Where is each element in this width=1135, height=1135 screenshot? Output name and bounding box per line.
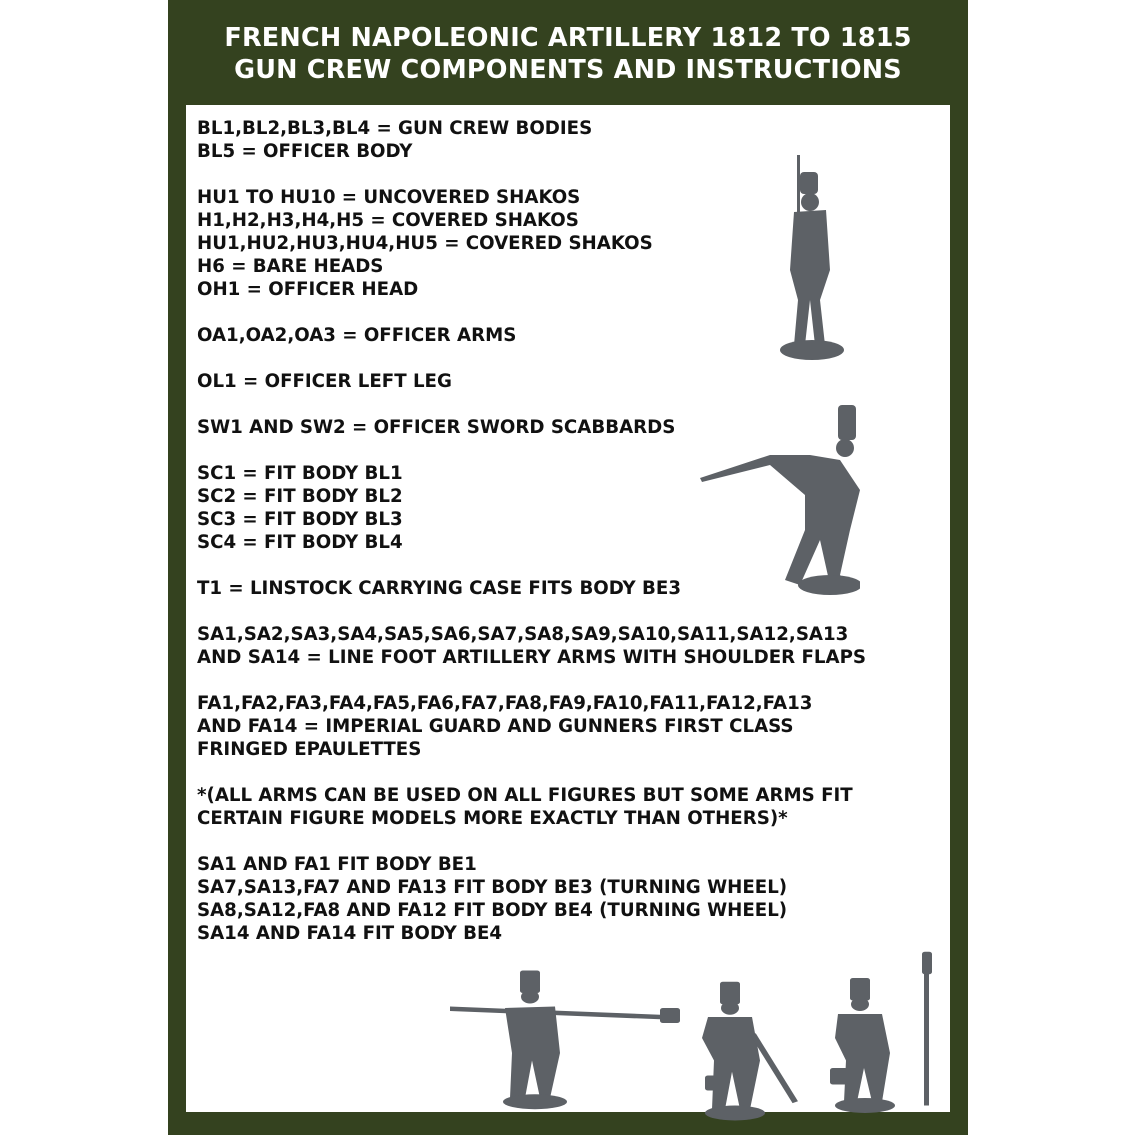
instruction-line: *(ALL ARMS CAN BE USED ON ALL FIGURES BUT SOME ARMS FIT: [197, 785, 853, 806]
title-line-2: GUN CREW COMPONENTS AND INSTRUCTIONS: [234, 55, 902, 85]
instruction-group: [197, 692, 866, 761]
page-title: [168, 22, 968, 86]
instruction-group: [197, 462, 866, 554]
instruction-line: BL5 = OFFICER BODY: [197, 141, 413, 162]
title-line-1: FRENCH NAPOLEONIC ARTILLERY 1812 TO 1815: [224, 23, 912, 53]
instruction-line: OH1 = OFFICER HEAD: [197, 279, 419, 300]
instruction-line: SC2 = FIT BODY BL2: [197, 486, 403, 507]
instruction-group: [197, 416, 866, 439]
instruction-line: CERTAIN FIGURE MODELS MORE EXACTLY THAN OTHERS)*: [197, 808, 788, 829]
gun-crew-figures-image: [450, 948, 950, 1133]
instruction-line: H1,H2,H3,H4,H5 = COVERED SHAKOS: [197, 210, 579, 231]
instruction-line: FA1,FA2,FA3,FA4,FA5,FA6,FA7,FA8,FA9,FA10,FA11,FA12,FA13: [197, 693, 813, 714]
instruction-group: [197, 324, 866, 347]
instruction-line: BL1,BL2,BL3,BL4 = GUN CREW BODIES: [197, 118, 593, 139]
instruction-line: SC4 = FIT BODY BL4: [197, 532, 403, 553]
instruction-line: SA14 AND FA14 FIT BODY BE4: [197, 923, 503, 944]
instruction-line: HU1,HU2,HU3,HU4,HU5 = COVERED SHAKOS: [197, 233, 653, 254]
instruction-group: [197, 853, 866, 945]
instruction-line: SA8,SA12,FA8 AND FA12 FIT BODY BE4 (TURNING WHEEL): [197, 900, 788, 921]
instruction-line: SC1 = FIT BODY BL1: [197, 463, 403, 484]
instruction-group: [197, 784, 866, 830]
instruction-group: [197, 577, 866, 600]
instruction-group: [197, 186, 866, 301]
instruction-line: SA7,SA13,FA7 AND FA13 FIT BODY BE3 (TURNING WHEEL): [197, 877, 788, 898]
instruction-line: SW1 AND SW2 = OFFICER SWORD SCABBARDS: [197, 417, 676, 438]
instruction-line: HU1 TO HU10 = UNCOVERED SHAKOS: [197, 187, 581, 208]
instruction-line: SA1 AND FA1 FIT BODY BE1: [197, 854, 477, 875]
instruction-line: T1 = LINSTOCK CARRYING CASE FITS BODY BE3: [197, 578, 681, 599]
instruction-line: SC3 = FIT BODY BL3: [197, 509, 403, 530]
instructions-list: [197, 117, 866, 968]
instruction-line: H6 = BARE HEADS: [197, 256, 384, 277]
instruction-line: AND FA14 = IMPERIAL GUARD AND GUNNERS FIRST CLASS: [197, 716, 794, 737]
instruction-line: OA1,OA2,OA3 = OFFICER ARMS: [197, 325, 517, 346]
instruction-line: OL1 = OFFICER LEFT LEG: [197, 371, 452, 392]
instruction-group: [197, 370, 866, 393]
instruction-line: AND SA14 = LINE FOOT ARTILLERY ARMS WITH SHOULDER FLAPS: [197, 647, 866, 668]
instruction-line: SA1,SA2,SA3,SA4,SA5,SA6,SA7,SA8,SA9,SA10,SA11,SA12,SA13: [197, 624, 849, 645]
instruction-group: [197, 623, 866, 669]
instruction-line: FRINGED EPAULETTES: [197, 739, 422, 760]
instruction-group: [197, 117, 866, 163]
